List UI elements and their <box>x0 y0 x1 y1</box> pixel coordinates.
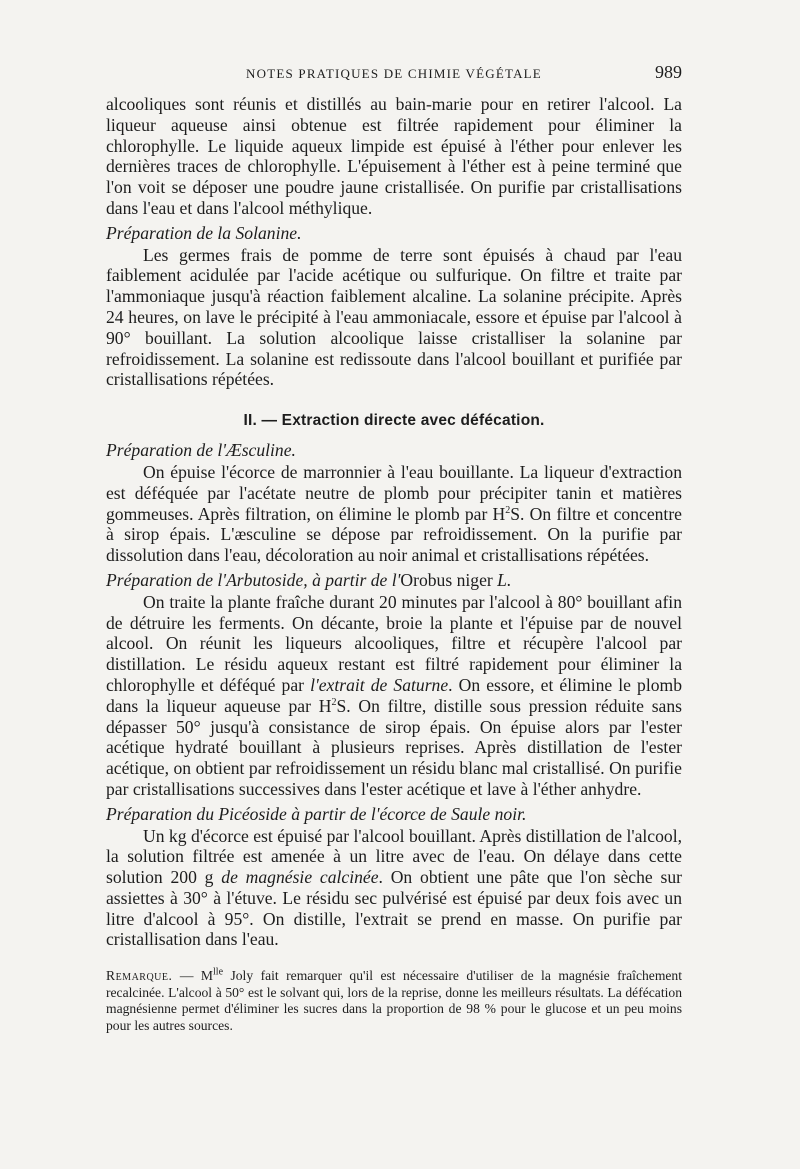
remark-superscript: lle <box>213 966 224 978</box>
running-head <box>106 62 682 84</box>
arbutoside-text-2: . On essore, et élimine le plomb dans la liqueur aqueuse par H <box>106 674 683 716</box>
page-number: 989 <box>655 62 682 82</box>
paragraph-arbutoside <box>106 592 682 800</box>
arbutoside-italic: l'extrait de Saturne <box>310 674 449 695</box>
paragraph-solanine: Les germes frais de pomme de terre sont épuisés à chaud par l'eau faiblement acidulée par l'acide acétique ou sulfurique. On filtre et traite par l'ammoniaque jusqu'à réaction faiblement alcaline. La solanine précipite. Après 24 heures, on lave le précipité à l'eau ammoniacale, essore et épuise par l'alcool à 90° bouillant. La solution alcoolique laisse cristalliser la solanine par refroidissement. La solanine est redissoute dans l'alcool bouillant et purifiée par cristallisations répétées. <box>106 244 682 390</box>
arbutoside-subscript: 2 <box>331 696 337 708</box>
paragraph-continuation: alcooliques sont réunis et distillés au bain-marie pour en retirer l'alcool. La liqueur aqueuse ainsi obtenue est filtrée rapidement pour éliminer la chlorophylle. Le liquide aqueux limpide est épuisé à l'éther pour enlever les dernières traces de chlorophylle. L'épuisement à l'éther est à peine terminé que l'on voit se déposer une poudre jaune cristallisée. On purifie par cristallisations dans l'eau et dans l'alcool méthylique. <box>106 94 682 218</box>
running-title: NOTES PRATIQUES DE CHIMIE VÉGÉTALE <box>246 66 542 81</box>
piceoside-italic: de magnésie calcinée <box>221 867 379 888</box>
arbutoside-heading-4: L. <box>497 569 512 590</box>
remark-label: Remarque. <box>106 968 173 984</box>
esculine-text-1: On épuise l'écorce de marronnier à l'eau bouillante. La liqueur d'extraction est déféquée par l'acétate neutre de plomb pour précipiter tanin et matières gommeuses. Après filtration, on élimine le plomb par H <box>106 461 682 524</box>
arbutoside-heading-3: niger <box>452 569 498 590</box>
heading-solanine: Préparation de la Solanine. <box>106 222 302 243</box>
arbutoside-text-3: S. On filtre, distille sous pression réduite sans dépasser 50° jusqu'à consistance de sirop épais. On épuise alors par l'ester acétique hydraté bouillant à plusieurs reprises. Après distillation de l'ester acétique, on obtient par refroidissement un résidu blanc mal cristallisé. On purifie par cristallisations successives dans l'ester acétique et lave à l'éther anhydre. <box>106 695 683 799</box>
arbutoside-text-1: On traite la plante fraîche durant 20 minutes par l'alcool à 80° bouillant afin de détruire les ferments. On décante, broie la plante et l'épuise par de nouvel alcool. On réunit les liqueurs alcooliques, filtre et récupère l'alcool par distillation. Le résidu aqueux restant est filtré rapidement pour éliminer la chlorophylle et déféqué par <box>106 591 682 695</box>
piceoside-text-2: . On obtient une pâte que l'on sèche sur assiettes à 30° à l'étuve. Le résidu sec pulvérisé est épuisé par deux fois avec un litre d'alcool à 95°. On distille, l'extrait se prend en masse. On purifie par cristallisation dans l'eau. <box>106 867 682 950</box>
piceoside-text-1: Un kg d'écorce est épuisé par l'alcool bouillant. Après distillation de l'alcool, la solution filtrée est amenée à un litre avec de l'eau. On délaye dans cette solution 200 g <box>106 825 682 888</box>
heading-esculine: Préparation de l'Æsculine. <box>106 440 296 461</box>
esculine-subscript: 2 <box>505 504 511 516</box>
arbutoside-heading-2: Orobus <box>400 569 453 590</box>
esculine-text-2: S. On filtre et concentre à sirop épais. L'æsculine se dépose par refroidissement. On la purifie par dissolution dans l'eau, décoloration au noir animal et cristallisations répétées. <box>106 503 682 566</box>
heading-arbutoside <box>106 570 682 591</box>
paragraph-piceoside <box>106 826 682 951</box>
heading-piceoside: Préparation du Picéoside à partir de l'écorce de Saule noir. <box>106 803 527 824</box>
body-text <box>106 94 682 1034</box>
paragraph-esculine <box>106 462 682 566</box>
remark-note <box>106 968 682 1034</box>
remark-text-2: Joly fait remarquer qu'il est nécessaire d'utiliser de la magnésie fraîchement recalcinée. L'alcool à 50° est le solvant qui, lors de la reprise, donne les meilleurs résultats. La défécation magnésienne permet d'éliminer les sucres dans la proportion de 98 % pour le glucose et un peu moins pour les autres sources. <box>106 968 683 1033</box>
section-title-ii: II. — Extraction directe avec défécation. <box>243 412 545 430</box>
remark-text-1: — M <box>172 968 214 984</box>
arbutoside-heading-1: Préparation de l'Arbutoside, à partir de l' <box>106 569 401 590</box>
